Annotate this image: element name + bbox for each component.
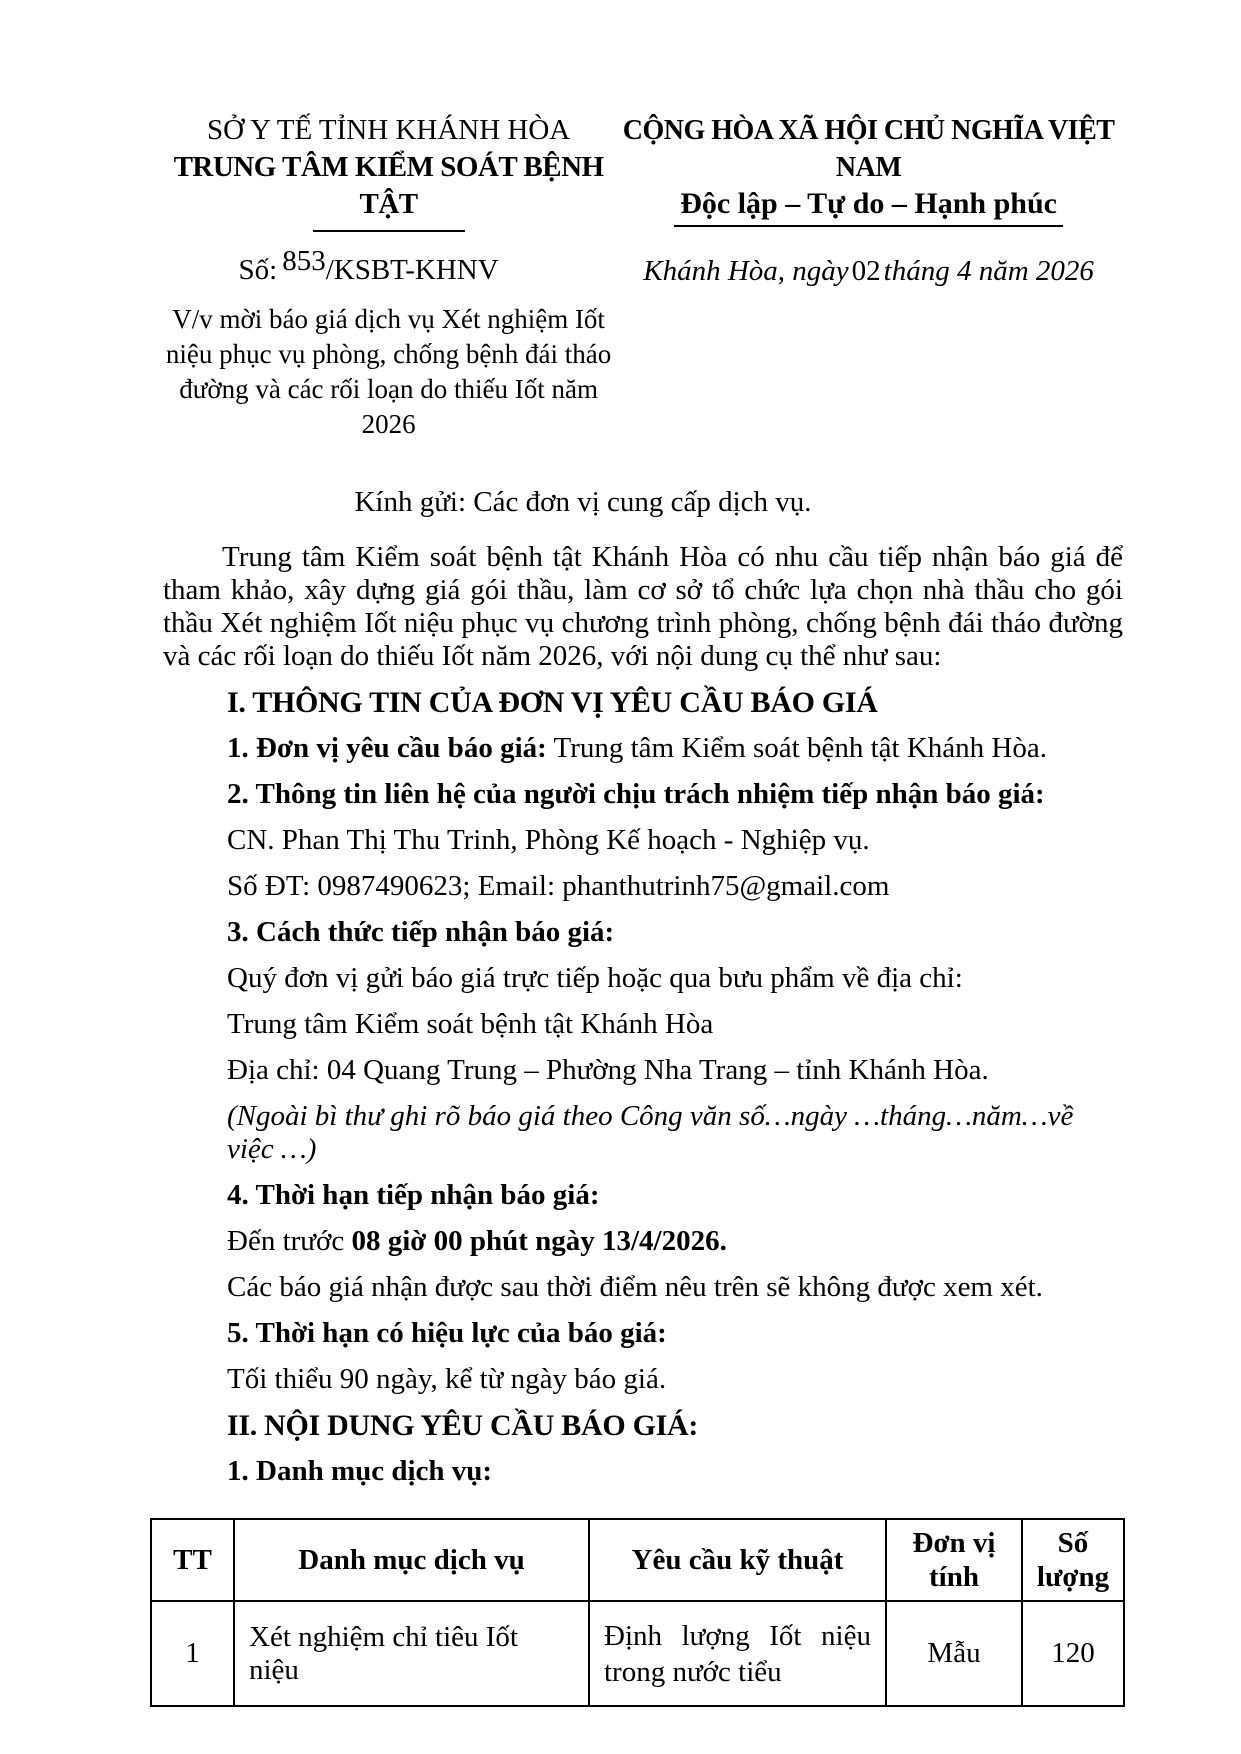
deadline-line bbox=[163, 1225, 1123, 1258]
item-1-text: Trung tâm Kiểm soát bệnh tật Khánh Hòa. bbox=[546, 732, 1047, 764]
doc-number-value: 853 bbox=[282, 245, 326, 277]
date-day: 02 bbox=[851, 255, 881, 287]
date-prefix: Khánh Hòa, ngày bbox=[643, 255, 849, 287]
parent-org-name: SỞ Y TẾ TỈNH KHÁNH HÒA bbox=[206, 114, 571, 146]
place-date-line bbox=[614, 255, 1123, 288]
section-2-sub-1: 1. Danh mục dịch vụ: bbox=[227, 1455, 493, 1487]
national-motto-block bbox=[614, 112, 1123, 442]
document-number-line bbox=[163, 245, 614, 287]
service-list-table bbox=[150, 1518, 1125, 1707]
section-1-item-4: 4. Thời hạn tiếp nhận báo giá: bbox=[227, 1179, 600, 1211]
table-row bbox=[151, 1601, 1124, 1706]
delivery-address-line: Địa chỉ: 04 Quang Trung – Phường Nha Trang – tỉnh Khánh Hòa. bbox=[227, 1054, 989, 1086]
org-underline-rule bbox=[313, 230, 465, 232]
national-title: CỘNG HÒA XÃ HỘI CHỦ NGHĨA VIỆT NAM bbox=[622, 115, 1115, 183]
contact-name-line: CN. Phan Thị Thu Trinh, Phòng Kế hoạch - Nghiệp vụ. bbox=[227, 824, 870, 856]
col-header-service: Danh mục dịch vụ bbox=[234, 1519, 589, 1601]
row-1-technical: Định lượng Iốt niệu trong nước tiểu bbox=[589, 1601, 886, 1706]
subject-line-1: V/v mời báo giá dịch vụ Xét nghiệm Iốt bbox=[172, 304, 605, 334]
document-header bbox=[163, 112, 1123, 442]
envelope-note-line: (Ngoài bì thư ghi rõ báo giá theo Công văn số…ngày …tháng…năm…về việc …) bbox=[227, 1100, 1074, 1165]
date-suffix: tháng 4 năm 2026 bbox=[883, 255, 1094, 287]
doc-number-suffix: /KSBT-KHNV bbox=[325, 254, 499, 286]
section-1-item-3: 3. Cách thức tiếp nhận báo giá: bbox=[227, 916, 615, 948]
delivery-method-line: Quý đơn vị gửi báo giá trực tiếp hoặc qua bưu phẩm về địa chỉ: bbox=[227, 962, 963, 994]
col-header-tt: TT bbox=[151, 1519, 234, 1601]
row-1-service: Xét nghiệm chỉ tiêu Iốt niệu bbox=[234, 1601, 589, 1706]
intro-paragraph: Trung tâm Kiểm soát bệnh tật Khánh Hòa có nhu cầu tiếp nhận báo giá để tham khảo, xây dựng giá gói thầu, làm cơ sở tổ chức lựa chọn nhà thầu cho gói thầu Xét nghiệm Iốt niệu phục vụ chương trình phòng, chống bệnh đái tháo đường và các rối loạn do thiếu Iốt năm 2026, với nội dung cụ thể như sau: bbox=[163, 541, 1123, 672]
subject-line-2: niệu phục vụ phòng, chống bệnh đái tháo bbox=[165, 339, 612, 369]
deadline-value: 08 giờ 00 phút ngày 13/4/2026. bbox=[351, 1225, 727, 1257]
item-1-label: 1. Đơn vị yêu cầu báo giá: bbox=[227, 732, 547, 764]
col-header-unit: Đơn vị tính bbox=[886, 1519, 1022, 1601]
col-header-technical: Yêu cầu kỹ thuật bbox=[589, 1519, 886, 1601]
section-2-title: II. NỘI DUNG YÊU CẦU BÁO GIÁ: bbox=[227, 1409, 699, 1442]
document-subject bbox=[163, 302, 614, 442]
section-1-item-1 bbox=[163, 732, 1123, 765]
row-1-tt: 1 bbox=[151, 1601, 234, 1706]
row-1-quantity: 120 bbox=[1022, 1601, 1124, 1706]
section-1-item-5: 5. Thời hạn có hiệu lực của báo giá: bbox=[227, 1317, 667, 1349]
col-header-quantity: Số lượng bbox=[1022, 1519, 1124, 1601]
late-quote-note-line: Các báo giá nhận được sau thời điểm nêu trên sẽ không được xem xét. bbox=[227, 1271, 1043, 1303]
national-motto: Độc lập – Tự do – Hạnh phúc bbox=[674, 186, 1063, 227]
section-1-item-2: 2. Thông tin liên hệ của người chịu trách nhiệm tiếp nhận báo giá: bbox=[227, 778, 1045, 810]
subject-line-3: đường và các rối loạn do thiếu Iốt năm 2026 bbox=[179, 374, 598, 439]
salutation-line: Kính gửi: Các đơn vị cung cấp dịch vụ. bbox=[354, 486, 812, 518]
validity-line: Tối thiểu 90 ngày, kể từ ngày báo giá. bbox=[227, 1363, 667, 1395]
contact-phone-line: Số ĐT: 0987490623; Email: phanthutrinh75@gmail.com bbox=[227, 870, 890, 902]
issuing-org-name: TRUNG TÂM KIỂM SOÁT BỆNH TẬT bbox=[173, 151, 604, 220]
row-1-unit: Mẫu bbox=[886, 1601, 1022, 1706]
document-body bbox=[163, 486, 1123, 1707]
deadline-prefix: Đến trước bbox=[227, 1225, 352, 1257]
doc-number-prefix: Số: bbox=[238, 254, 278, 286]
delivery-org-line: Trung tâm Kiểm soát bệnh tật Khánh Hòa bbox=[227, 1008, 714, 1040]
table-header-row bbox=[151, 1519, 1124, 1601]
issuing-org-block bbox=[163, 112, 614, 442]
section-1-title: I. THÔNG TIN CỦA ĐƠN VỊ YÊU CẦU BÁO GIÁ bbox=[227, 686, 878, 719]
